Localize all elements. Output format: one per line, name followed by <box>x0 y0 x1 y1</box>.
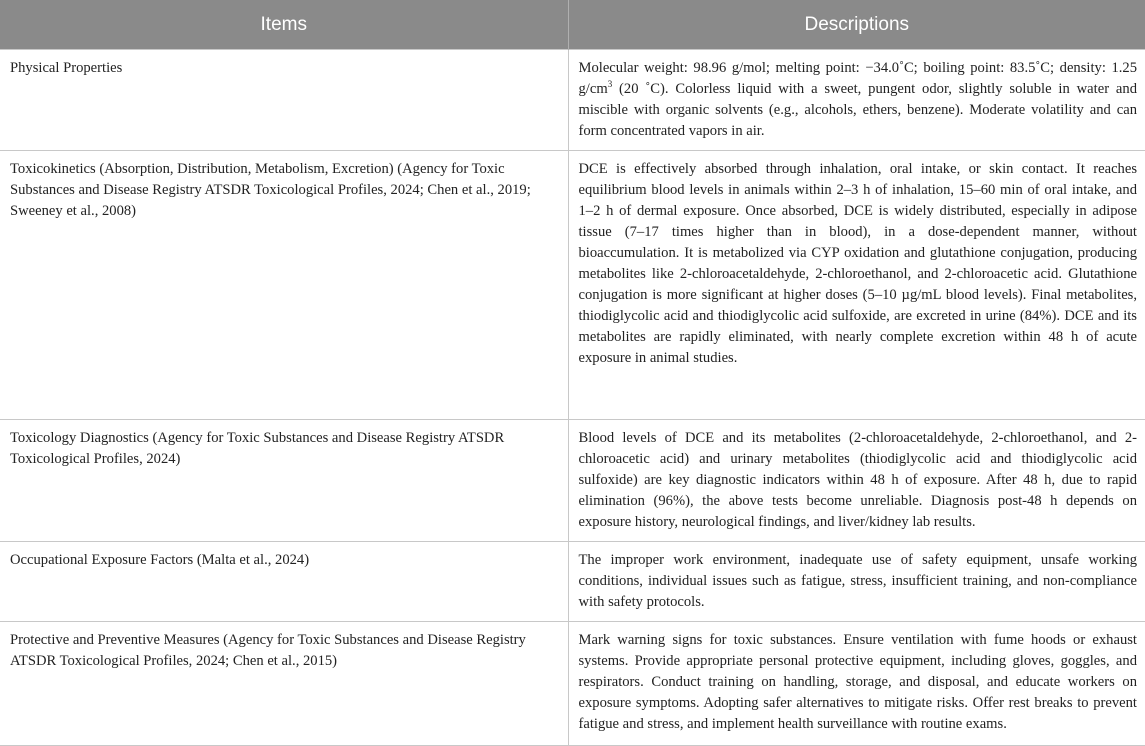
description-cell <box>568 50 1145 151</box>
item-cell: Toxicokinetics (Absorption, Distribution, Metabolism, Excretion) (Agency for Toxic Substances and Disease Registry ATSDR Toxicological Profiles, 2024; Chen et al., 2019; Sweeney et al., 2008) <box>0 151 568 420</box>
item-cell: Protective and Preventive Measures (Agency for Toxic Substances and Disease Registry ATSDR Toxicological Profiles, 2024; Chen et al., 2015) <box>0 622 568 746</box>
description-text: (20 ˚C). Colorless liquid with a sweet, pungent odor, slightly soluble in water and miscible with organic solvents (e.g., alcohols, ethers, benzene). Moderate volatility and can form concentrated vapors in air. <box>578 81 1137 139</box>
description-cell: Blood levels of DCE and its metabolites (2-chloroacetaldehyde, 2-chloroethanol, and 2-chloroacetic acid) and urinary metabolites (thiodiglycolic acid and thiodiglycolic acid sulfoxide) are key diagnostic indicators within 48 h of exposure. After 48 h, due to rapid elimination (96%), the above tests become unreliable. Diagnosis post-48 h depends on exposure history, neurological findings, and liver/kidney lab results. <box>568 420 1145 542</box>
description-cell: The improper work environment, inadequate use of safety equipment, unsafe working conditions, individual issues such as fatigue, stress, insufficient training, and non-compliance with safety protocols. <box>568 542 1145 622</box>
description-text: Molecular weight: 98.96 g/mol; melting point: −34.0˚C; boiling point: 83.5˚C; density: 1.25 g/cm <box>578 60 1137 97</box>
table-row <box>0 542 1145 622</box>
header-descriptions: Descriptions <box>568 0 1145 50</box>
header-row <box>0 0 1145 50</box>
description-cell: Mark warning signs for toxic substances. Ensure ventilation with fume hoods or exhaust systems. Provide appropriate personal protective equipment, including gloves, goggles, and respirators. Conduct training on handling, storage, and disposal, and educate workers on exposure symptoms. Adopting safer alternatives to mitigate risks. Offer rest breaks to prevent fatigue and stress, and implement health surveillance with routine exams. <box>568 622 1145 746</box>
table-row <box>0 420 1145 542</box>
table-row <box>0 622 1145 746</box>
item-cell: Occupational Exposure Factors (Malta et al., 2024) <box>0 542 568 622</box>
item-cell: Toxicology Diagnostics (Agency for Toxic Substances and Disease Registry ATSDR Toxicological Profiles, 2024) <box>0 420 568 542</box>
table-row <box>0 151 1145 420</box>
table-row <box>0 50 1145 151</box>
description-cell: DCE is effectively absorbed through inhalation, oral intake, or skin contact. It reaches equilibrium blood levels in animals within 2–3 h of inhalation, 15–60 min of oral intake, and 1–2 h of dermal exposure. Once absorbed, DCE is widely distributed, especially in adipose tissue (7–17 times higher than in blood), in a dose-dependent manner, without bioaccumulation. It is metabolized via CYP oxidation and glutathione conjugation, producing metabolites like 2-chloroacetaldehyde, 2-chloroethanol, and 2-chloroacetic acid. Glutathione conjugation is more significant at higher doses (5–10 µg/mL blood levels). Final metabolites, thiodiglycolic acid and thiodiglycolic acid sulfoxide, are excreted in urine (84%). DCE and its metabolites are rapidly eliminated, with nearly complete excretion within 48 h of acute exposure in animal studies. <box>568 151 1145 420</box>
item-cell: Physical Properties <box>0 50 568 151</box>
header-items: Items <box>0 0 568 50</box>
superscript: 3 <box>607 79 613 90</box>
